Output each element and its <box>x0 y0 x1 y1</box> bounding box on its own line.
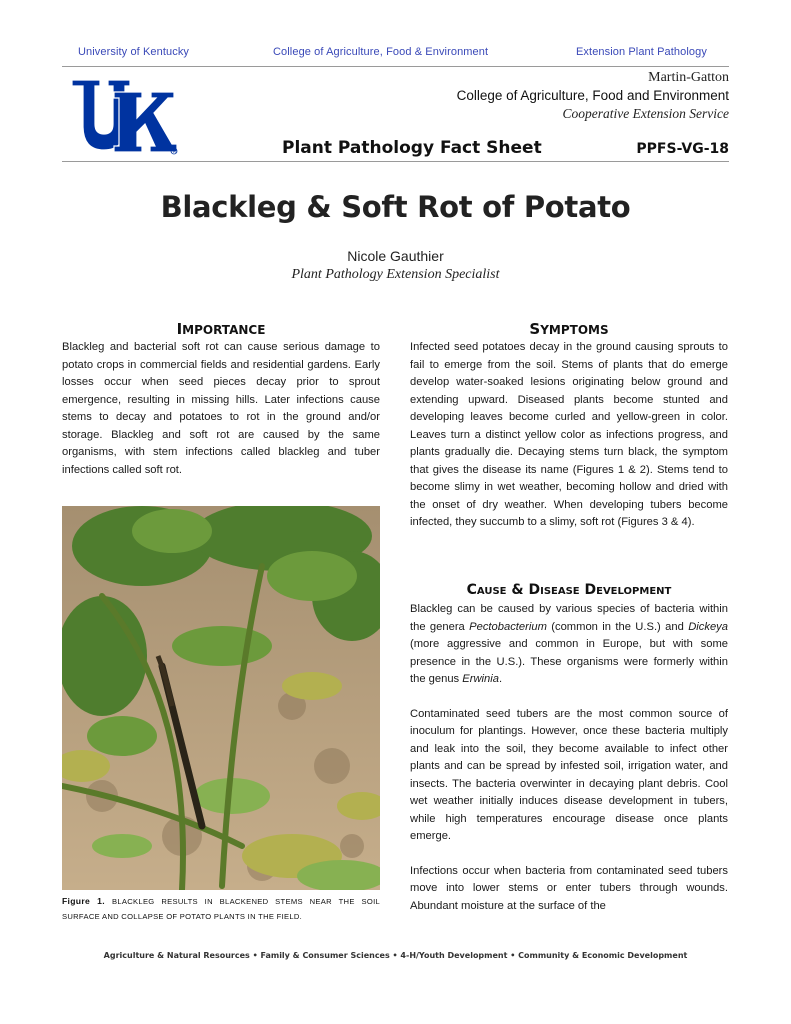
figure1-caption: Figure 1. BLACKLEG RESULTS IN BLACKENED STEMS NEAR THE SOIL SURFACE AND COLLAPSE OF POTATO PLANTS IN THE FIELD. <box>62 896 381 921</box>
symptoms-body: Infected seed potatoes decay in the ground causing sprouts to fail to emerge from the soil. Stems of plants that do emerge develop water-soaked lesions originating below ground and extending upward. Diseased plants become stunted and developing leaves become curled and yellow-green in color. Leaves turn a distinct yellow color as infections progress, and plants gradually die. Decaying stems turn black, the symptom that gives the disease its name (Figures 1 & 2). Stems tend to become slimy in wet weather, becoming hollow and dried with the onset of dry weather. When developing tubers become infected, they succumb to a slimy, soft rot (Figures 3 & 4). <box>410 341 728 528</box>
page-title: Blackleg & Soft Rot of Potato <box>160 190 631 224</box>
header-college: College of Agriculture, Food and Environment <box>456 88 729 103</box>
uk-logo <box>70 76 180 156</box>
header-bottom-rule <box>62 161 729 162</box>
cause-heading: Cause & Disease Development <box>466 582 672 598</box>
author-role: Plant Pathology Extension Specialist <box>291 267 500 282</box>
header-martin-gatton: Martin-Gatton <box>648 70 729 85</box>
symptoms-heading: SYMPTOMS <box>529 320 609 338</box>
university-link[interactable]: University of Kentucky <box>78 46 190 58</box>
svg-text:R: R <box>172 148 176 154</box>
header-top-rule <box>62 66 729 67</box>
importance-body: Blackleg and bacterial soft rot can cause serious damage to potato crops in commercial fields and residential gardens. Early losses occur when seed pieces decay prior to sprout emergence, resulting in missing hills. Later infections cause stems to decay and potatoes to rot in the ground and/or storage. Blackleg and soft rot are caused by the same organisms, with stem infections called blackleg and tuber infections called soft rot. <box>62 341 380 476</box>
author-name: Nicole Gauthier <box>347 248 444 264</box>
cause-body <box>410 601 728 915</box>
header-coop-service: Cooperative Extension Service <box>562 106 729 121</box>
figure1-photo <box>62 506 380 890</box>
publication-code: PPFS-VG-18 <box>636 141 729 157</box>
cause-paragraph-3: Infections occur when bacteria from contaminated seed tubers move into lower stems or enter tubers through wounds. Abundant moisture at the surface of the <box>410 864 728 912</box>
cause-paragraph-2: Contaminated seed tubers are the most common source of inoculum for plantings. However, once these bacteria multiply and leak into the soil, they become available to infect other plants and can be spread by infested soil, irrigation water, and insects. The bacteria overwinter in decaying plant debris. Cool wet weather initially induces disease development in tubers, while high temperatures encourage disease once plants emerge. <box>410 707 728 842</box>
department-link[interactable]: Extension Plant Pathology <box>576 46 707 58</box>
importance-heading: IMPORTANCE <box>176 320 266 338</box>
fact-sheet-label: Plant Pathology Fact Sheet <box>282 138 542 158</box>
college-link[interactable]: College of Agriculture, Food & Environment <box>273 46 489 58</box>
cause-paragraph-1: Blackleg can be caused by various species of bacteria within the genera Pectobacterium (common in the U.S.) and Dickeya (more aggressive and common in Europe, but with some presence in the U.S.). These organisms were formerly within the genus Erwinia. <box>410 603 728 685</box>
footer-program-areas: Agriculture & Natural Resources • Family & Consumer Sciences • 4-H/Youth Development • Community & Economic Development <box>103 951 688 960</box>
